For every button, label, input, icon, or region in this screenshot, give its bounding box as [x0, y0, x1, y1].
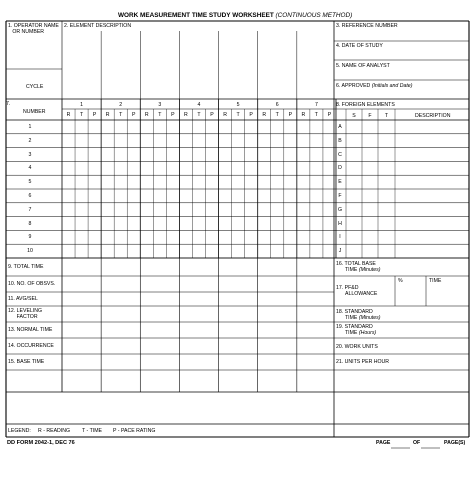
approved-label	[336, 83, 412, 89]
subcol-r: R	[301, 112, 306, 118]
summary-row-label: 9. TOTAL TIME	[8, 264, 44, 270]
subcol-t: T	[197, 112, 201, 118]
foreign-letter: E	[338, 179, 342, 186]
foreign-letter: C	[338, 151, 342, 158]
row-number: 10	[27, 248, 33, 255]
foreign-col-f: F	[368, 113, 372, 119]
column-number: 7	[314, 102, 318, 108]
subcol-r: R	[223, 112, 227, 118]
total-pages-field[interactable]	[421, 441, 439, 447]
foreign-letter: F	[338, 193, 342, 199]
column-number: 3	[158, 102, 162, 108]
form-title-sub: (CONTINUOUS METHOD)	[275, 12, 353, 19]
row-number: 3	[28, 151, 32, 158]
column-number: 2	[119, 102, 123, 108]
standard-time-hours-word: TIME	[345, 330, 358, 336]
subcol-t: T	[314, 112, 318, 118]
standard-time-minutes-unit: (Minutes)	[358, 315, 381, 321]
column-number: 6	[275, 102, 279, 108]
item-7-label: 7.	[6, 101, 11, 107]
foreign-letter: B	[338, 137, 342, 144]
analyst-field[interactable]	[334, 69, 468, 79]
approved-note: (Initials and Date)	[371, 83, 413, 89]
work-units-label: 20. WORK UNITS	[336, 344, 378, 350]
reference-number-field[interactable]	[334, 29, 468, 40]
date-of-study-field[interactable]	[334, 49, 468, 60]
column-number: 1	[80, 102, 83, 108]
subcol-p: P	[249, 112, 253, 118]
row-number: 9	[28, 234, 32, 241]
subcol-r: R	[66, 112, 71, 118]
total-base-time-sub	[345, 267, 380, 273]
foreign-letter: D	[338, 165, 342, 172]
row-number: 5	[28, 179, 32, 186]
form-title-main: WORK MEASUREMENT TIME STUDY WORKSHEET	[118, 12, 274, 19]
row-number: 8	[28, 220, 32, 227]
summary-row-label: 10. NO. OF OBSVS.	[8, 281, 56, 287]
pages-label: PAGE(S)	[444, 440, 466, 446]
row-number: 6	[28, 193, 32, 199]
page-number-field[interactable]	[391, 441, 409, 447]
date-of-study-label: 4. DATE OF STUDY	[336, 43, 383, 49]
subcol-t: T	[79, 112, 84, 118]
subcol-p: P	[327, 112, 332, 118]
legend-pace-rating: P - PACE RATING	[113, 428, 156, 434]
summary-row-label: 14. OCCURRENCE	[8, 343, 54, 349]
standard-time-hours-unit: (Hours)	[358, 330, 377, 336]
subcol-r: R	[105, 112, 110, 118]
subcol-p: P	[92, 112, 97, 118]
subcol-p: P	[210, 112, 214, 118]
row-number: 7	[28, 206, 32, 213]
subcol-t: T	[236, 112, 240, 118]
standard-time-minutes-word: TIME	[345, 315, 358, 321]
foreign-elements-label: 8. FOREIGN ELEMENTS	[336, 102, 395, 108]
legend-label: LEGEND:	[8, 428, 31, 434]
foreign-letter: H	[338, 220, 342, 227]
summary-row-label: 11. AVG/SEL	[8, 296, 38, 302]
pfd-allowance-label: ALLOWANCE	[345, 291, 378, 297]
standard-time-hours-label: 19. STANDARD	[336, 324, 373, 330]
subcol-p: P	[132, 112, 136, 118]
foreign-letter: A	[338, 124, 342, 130]
legend-reading: R - READING	[38, 428, 70, 434]
of-label: OF	[413, 440, 421, 446]
reference-number-label: 3. REFERENCE NUMBER	[336, 23, 398, 29]
element-description-label: 2. ELEMENT DESCRIPTION	[64, 23, 132, 29]
column-number: 5	[236, 102, 240, 108]
summary-row-label: 13. NORMAL TIME	[8, 327, 53, 333]
standard-time-minutes-label: 18. STANDARD	[336, 309, 373, 315]
row-number: 2	[28, 137, 32, 144]
time-label: TIME	[429, 278, 442, 284]
foreign-description-header: DESCRIPTION	[415, 113, 451, 119]
units-per-hour-label: 21. UNITS PER HOUR	[336, 359, 390, 365]
foreign-letter: I	[339, 234, 341, 241]
standard-time-minutes-sub	[345, 315, 380, 321]
foreign-letter: J	[338, 248, 342, 255]
row-number: 1	[28, 124, 32, 130]
subcol-r: R	[262, 112, 267, 118]
row-number: 4	[28, 165, 32, 172]
foreign-col-s: S	[352, 113, 356, 119]
subcol-p: P	[288, 112, 293, 118]
foreign-letter: G	[337, 206, 343, 213]
legend-time: T - TIME	[82, 428, 102, 434]
summary-row-label: 15. BASE TIME	[8, 359, 45, 365]
total-base-time-unit: (Minutes)	[358, 267, 381, 273]
form-number: DD FORM 2042-1, DEC 76	[7, 440, 75, 446]
foreign-col-t: T	[384, 113, 389, 119]
subcol-p: P	[171, 112, 175, 118]
operator-label: 1. OPERATOR NAME OR NUMBER	[8, 23, 59, 35]
cycle-label: CYCLE	[26, 84, 44, 90]
approved-label-text: 6. APPROVED	[336, 83, 371, 89]
percent-label: %	[398, 278, 403, 284]
subcol-r: R	[144, 112, 149, 118]
column-number: 4	[197, 102, 201, 108]
number-label: NUMBER	[23, 109, 46, 115]
subcol-t: T	[275, 112, 279, 118]
subcol-t: T	[119, 112, 123, 118]
pfd-label: 17. PF&D	[336, 285, 359, 291]
subcol-t: T	[158, 112, 162, 118]
subcol-r: R	[184, 112, 188, 118]
operator-field[interactable]	[6, 31, 62, 69]
analyst-label: 5. NAME OF ANALYST	[336, 63, 390, 69]
standard-time-hours-sub	[345, 330, 376, 336]
total-base-time-label: 16. TOTAL BASE	[336, 261, 376, 267]
page-label: PAGE	[376, 440, 391, 446]
total-base-time-word: TIME	[345, 267, 358, 273]
summary-row-label: 12. LEVELING FACTOR	[8, 308, 43, 320]
